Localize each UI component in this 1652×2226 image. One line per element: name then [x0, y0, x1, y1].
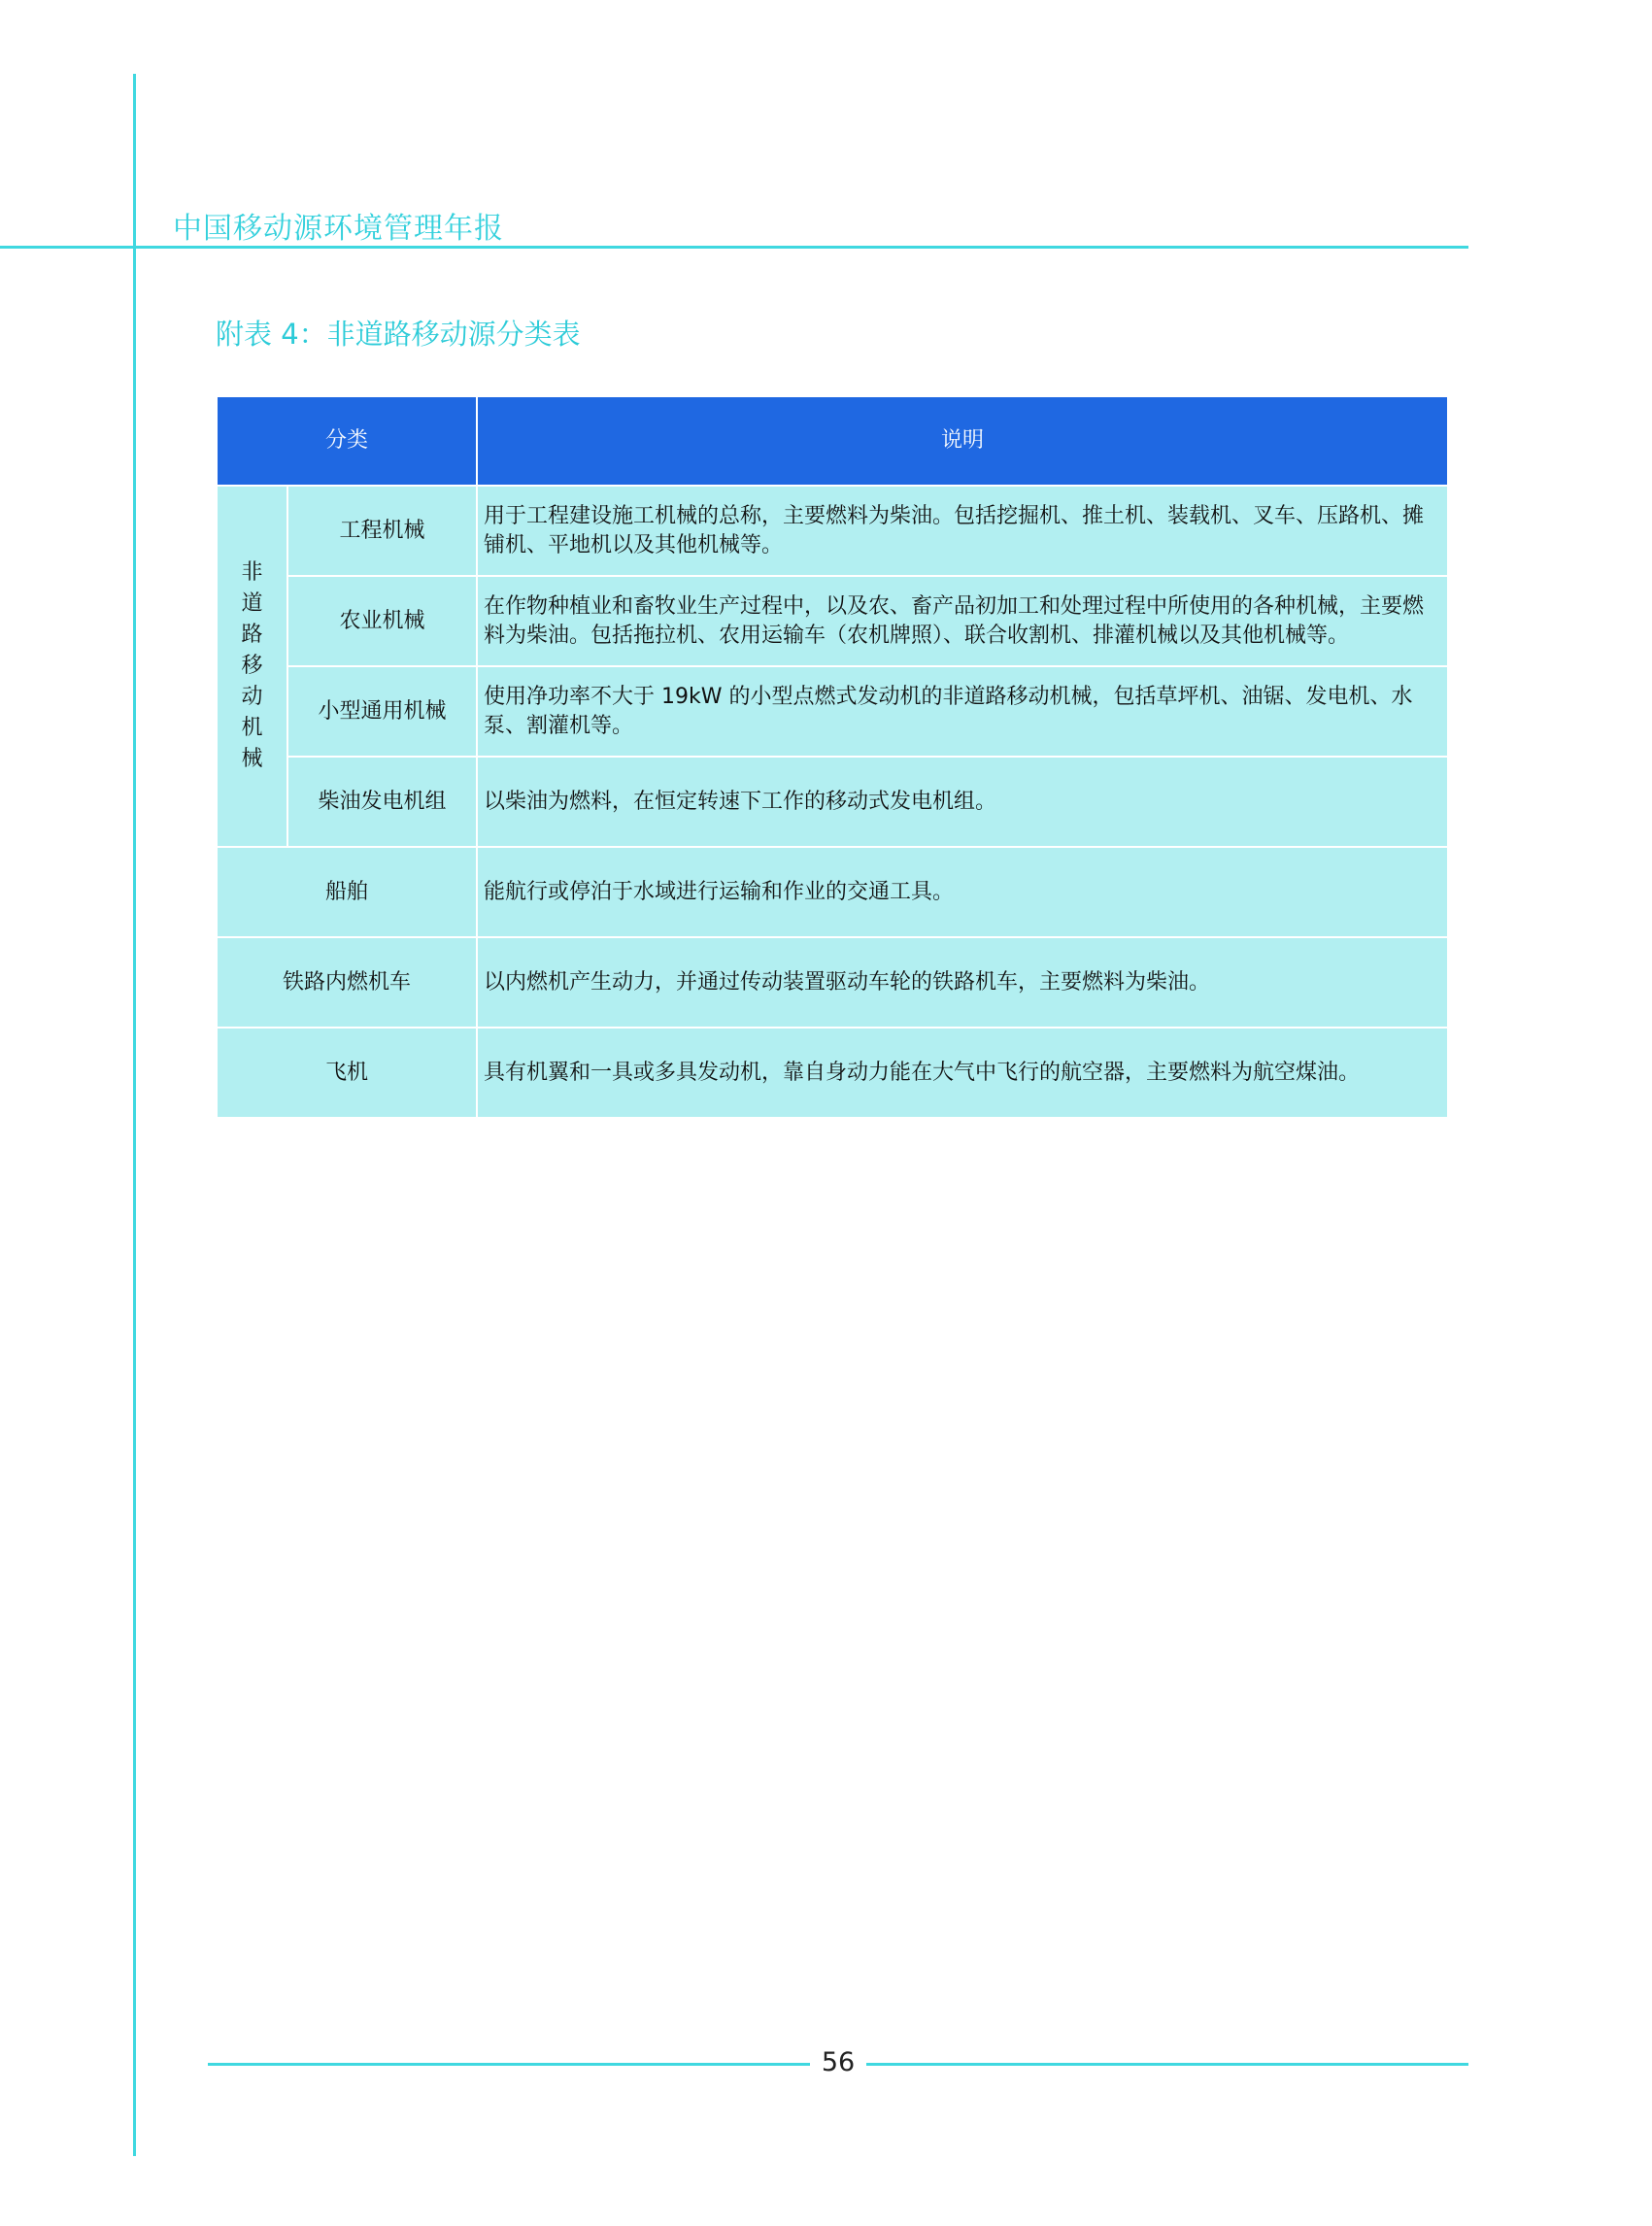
category-cell: 柴油发电机组 [287, 757, 477, 847]
category-cell: 工程机械 [287, 486, 477, 576]
table-row [217, 757, 1448, 847]
table-caption: 附表 4：非道路移动源分类表 [216, 318, 581, 351]
description-cell: 用于工程建设施工机械的总称，主要燃料为柴油。包括挖掘机、推土机、装载机、叉车、压路机、摊铺机、平地机以及其他机械等。 [477, 486, 1448, 576]
description-cell: 以柴油为燃料，在恒定转速下工作的移动式发电机组。 [477, 757, 1448, 847]
table-row [217, 1028, 1448, 1118]
classification-table [216, 395, 1449, 1119]
description-cell: 在作物种植业和畜牧业生产过程中，以及农、畜产品初加工和处理过程中所使用的各种机械，主要燃料为柴油。包括拖拉机、农用运输车（农机牌照）、联合收割机、排灌机械以及其他机械等。 [477, 576, 1448, 666]
page-number: 56 [821, 2047, 856, 2077]
footer-rule-left [208, 2063, 810, 2066]
column-header-description: 说明 [477, 396, 1448, 486]
column-header-category: 分类 [217, 396, 477, 486]
description-cell: 使用净功率不大于 19kW 的小型点燃式发动机的非道路移动机械，包括草坪机、油锯、发电机、水泵、割灌机等。 [477, 666, 1448, 757]
table-row [217, 847, 1448, 937]
footer-rule-right [866, 2063, 1468, 2066]
category-cell: 船舶 [217, 847, 477, 937]
description-cell: 具有机翼和一具或多具发动机，靠自身动力能在大气中飞行的航空器，主要燃料为航空煤油。 [477, 1028, 1448, 1118]
table-header-row [217, 396, 1448, 486]
group-cell [217, 486, 287, 847]
description-cell: 以内燃机产生动力，并通过传动装置驱动车轮的铁路机车，主要燃料为柴油。 [477, 937, 1448, 1028]
description-cell: 能航行或停泊于水域进行运输和作业的交通工具。 [477, 847, 1448, 937]
table-row [217, 576, 1448, 666]
category-cell: 农业机械 [287, 576, 477, 666]
category-cell: 飞机 [217, 1028, 477, 1118]
category-cell: 铁路内燃机车 [217, 937, 477, 1028]
table-row [217, 666, 1448, 757]
category-cell: 小型通用机械 [287, 666, 477, 757]
group-label: 非道路移动机械 [241, 560, 263, 771]
table-row [217, 937, 1448, 1028]
table-row [217, 486, 1448, 576]
margin-vertical-rule [133, 74, 136, 2156]
report-title: 中国移动源环境管理年报 [173, 212, 504, 246]
